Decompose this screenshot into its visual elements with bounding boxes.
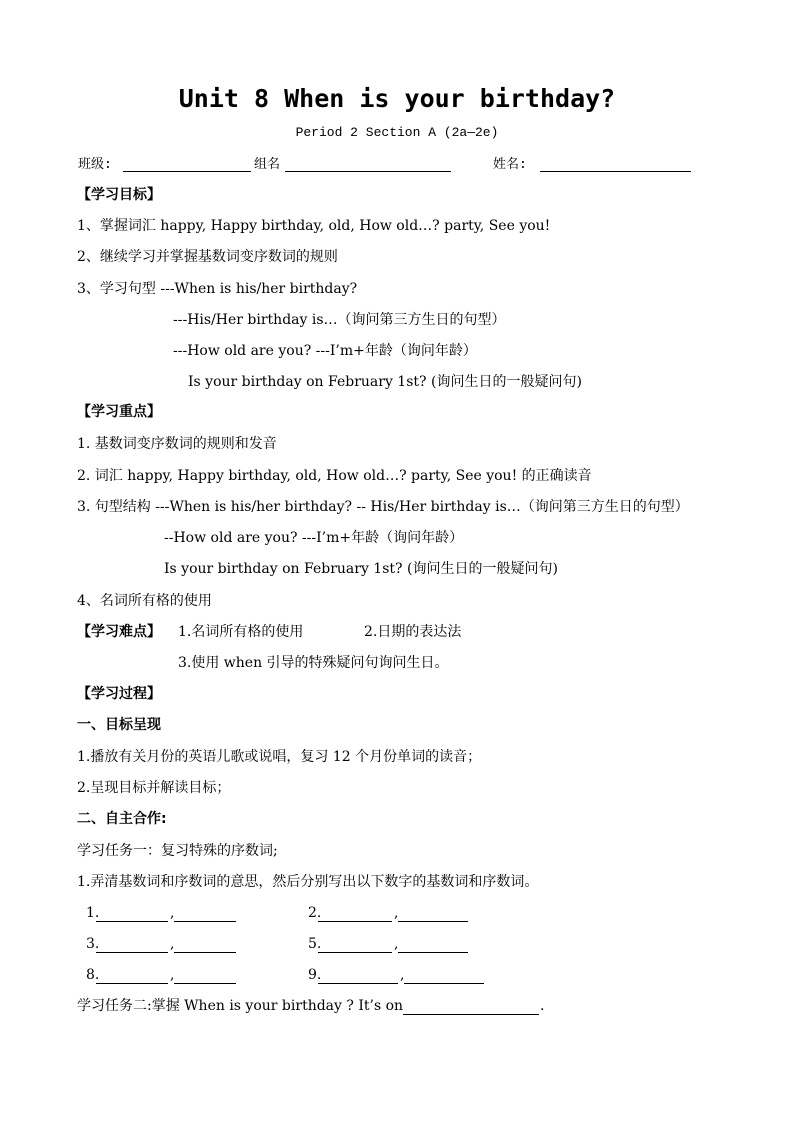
task-one-item: 1.弄清基数词和序数词的意思，然后分别写出以下数字的基数词和序数词。 [77,874,539,890]
task-two: 学习任务二:掌握 When is your birthday ? It’s on [77,998,404,1014]
cardinal-blank[interactable] [96,920,168,922]
name-field[interactable] [540,170,691,172]
number-label: 9. [308,967,322,983]
cardinal-blank[interactable] [318,982,398,984]
cardinal-blank[interactable] [318,951,392,953]
keypoint-item: 1. 基数词变序数词的规则和发音 [77,436,277,452]
difficulty-item: 1.名词所有格的使用 [178,624,304,640]
section-one-heading: 一、目标呈现 [77,717,161,733]
objectives-heading: 【学习目标】 [77,187,161,203]
difficulty-item: 2.日期的表达法 [364,624,462,640]
ordinal-blank[interactable] [174,920,236,922]
number-label: 2. [308,905,322,921]
keypoint-item: 3. 句型结构 ---When is his/her birthday? -- His/Her birthday is…（询问第三方生日的句型） [77,499,689,515]
keypoint-item: 2. 词汇 happy, Happy birthday, old, How old…? party, See you! 的正确读音 [77,468,592,484]
objective-item: ---His/Her birthday is…（询问第三方生日的句型） [173,312,506,328]
ordinal-blank[interactable] [404,982,484,984]
keypoint-item: --How old are you? ---I’m+年龄（询问年龄） [164,530,464,546]
difficulties-heading: 【学习难点】 [77,624,161,640]
page-title: Unit 8 When is your birthday? [178,84,616,113]
cardinal-blank[interactable] [96,951,168,953]
keypoint-item: Is your birthday on February 1st? (询问生日的一般疑问句) [164,561,558,577]
ordinal-blank[interactable] [174,951,236,953]
group-field[interactable] [285,170,451,172]
cardinal-blank[interactable] [96,982,168,984]
objective-item: 2、继续学习并掌握基数词变序数词的规则 [77,249,338,265]
number-label: 3. [86,936,100,952]
name-label: 姓名: [493,157,527,172]
class-field[interactable] [123,170,251,172]
ordinal-blank[interactable] [398,920,468,922]
objective-item: 1、掌握词汇 happy, Happy birthday, old, How old…? party, See you! [77,218,551,234]
number-label: 1. [86,905,100,921]
ordinal-blank[interactable] [174,982,236,984]
section-two-heading: 二、自主合作: [77,811,167,827]
ordinal-blank[interactable] [398,951,468,953]
objective-item: ---How old are you? ---I’m+年龄（询问年龄） [173,343,477,359]
difficulty-item: 3.使用 when 引导的特殊疑问句询问生日。 [178,655,449,671]
objective-item: 3、学习句型 ---When is his/her birthday? [77,281,358,297]
process-heading: 【学习过程】 [77,686,161,702]
birthday-blank[interactable] [403,1013,539,1015]
keypoints-heading: 【学习重点】 [77,404,161,420]
number-label: 8. [86,967,100,983]
page-subtitle: Period 2 Section A (2a—2e) [295,125,499,140]
keypoint-item: 4、名词所有格的使用 [77,593,212,609]
objective-item: Is your birthday on February 1st? (询问生日的一般疑问句) [188,374,582,390]
task-one: 学习任务一：复习特殊的序数词; [77,843,278,859]
task-two-end: . [540,998,545,1014]
process-item: 1.播放有关月份的英语儿歌或说唱，复习 12 个月份单词的读音； [77,749,482,765]
number-label: 5. [308,936,322,952]
class-label: 班级: [78,157,112,172]
group-label: 组名 [254,157,281,172]
process-item: 2.呈现目标并解读目标； [77,780,231,796]
cardinal-blank[interactable] [318,920,392,922]
